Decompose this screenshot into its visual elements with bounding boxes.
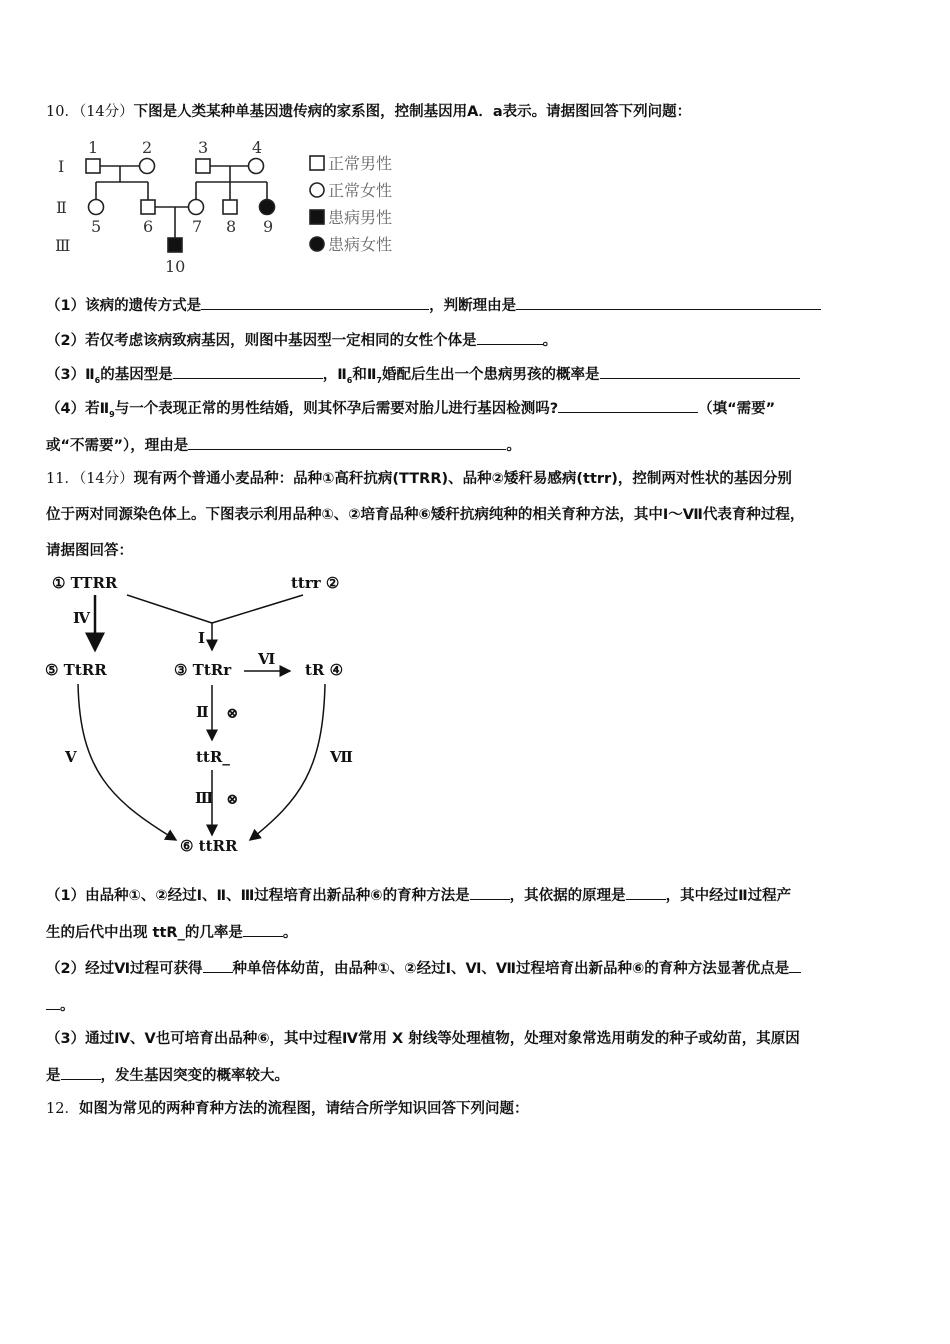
subscript: 6 xyxy=(346,375,353,385)
individual-number: 10 xyxy=(165,257,186,276)
text: （2）经过Ⅵ过程可获得 xyxy=(46,961,203,977)
generation-label: Ⅰ xyxy=(58,157,65,176)
text: 是 xyxy=(46,1068,61,1084)
text: 的基因型是 xyxy=(100,367,173,383)
process-label: Ⅲ xyxy=(195,789,214,807)
answer-blank[interactable] xyxy=(46,995,60,1010)
text: （填“需要” xyxy=(698,401,776,417)
text: （1）该病的遗传方式是 xyxy=(46,298,202,314)
question-text: 请据图回答： xyxy=(46,543,133,559)
question-text: 位于两对同源染色体上。下图表示利用品种①、②培育品种⑥矮秆抗病纯种的相关育种方法，其中Ⅰ～Ⅶ代表育种过程， xyxy=(46,507,805,523)
text: ，其依据的原理是 xyxy=(509,888,626,904)
question-score: （14分） xyxy=(78,104,134,120)
variety-1: ① TTRR xyxy=(52,574,118,592)
text: （2）若仅考虑该病致病基因，则图中基因型一定相同的女性个体是 xyxy=(46,333,477,349)
text: （3）Ⅱ xyxy=(46,367,95,383)
process-label: Ⅱ xyxy=(196,703,209,721)
legend-normal-male: 正常男性 xyxy=(328,154,393,173)
individual-number: 5 xyxy=(91,217,102,236)
variety-5: ⑤ TtRR xyxy=(45,661,107,679)
question-text: 下图是人类某种单基因遗传病的家系图，控制基因用A．a表示。请据图回答下列问题： xyxy=(133,104,692,120)
selfing-symbol: ⊗ xyxy=(226,790,239,808)
subscript: 9 xyxy=(109,409,115,419)
process-label: Ⅰ xyxy=(198,629,206,647)
process-arrow-V xyxy=(78,684,176,840)
text: 婚配后生出一个患病男孩的概率是 xyxy=(382,367,600,383)
text: 。 xyxy=(542,333,558,349)
individual-number: 7 xyxy=(192,217,203,236)
text: 种单倍体幼苗，由品种①、②经过Ⅰ、Ⅵ、Ⅶ过程培育出新品种⑥的育种方法显著优点是 xyxy=(232,961,790,977)
answer-blank[interactable] xyxy=(789,958,801,973)
text: （1）由品种①、②经过Ⅰ、Ⅱ、Ⅲ过程培育出新品种⑥的育种方法是 xyxy=(46,888,470,904)
q11-sub3 xyxy=(46,1029,800,1049)
process-arrow-VII xyxy=(250,684,325,840)
subscript: 7 xyxy=(376,375,382,385)
text: ，发生基因突变的概率较大。 xyxy=(100,1068,289,1084)
variety-3: ③ TtRr xyxy=(174,661,232,679)
legend-affected-female: 患病女性 xyxy=(328,235,393,254)
legend-normal-female: 正常女性 xyxy=(328,181,393,200)
answer-blank[interactable] xyxy=(243,922,283,937)
q11-sub1-cont xyxy=(46,922,297,943)
question-number: 11． xyxy=(46,471,79,487)
text: 。 xyxy=(282,925,298,941)
question-number: 10． xyxy=(46,104,79,120)
variety-6: ⑥ ttRR xyxy=(180,837,238,855)
individual-number: 3 xyxy=(198,138,209,157)
subscript: 6 xyxy=(94,375,101,385)
question-text: 如图为常见的两种育种方法的流程图，请结合所学知识回答下列问题： xyxy=(78,1101,529,1117)
text: ，判断理由是 xyxy=(429,298,517,314)
legend-affected-male: 患病男性 xyxy=(328,208,393,227)
text: 。 xyxy=(60,998,75,1014)
intermediate-genotype: ttR_ xyxy=(196,748,230,766)
text: ，Ⅱ xyxy=(322,367,347,383)
question-score: （14分） xyxy=(78,471,134,487)
q12-stem xyxy=(46,1099,528,1119)
text: （3）通过Ⅳ、Ⅴ也可培育出品种⑥，其中过程Ⅳ常用 X 射线等处理植物，处理对象常选用萌发的种子或幼苗，其原因 xyxy=(46,1031,800,1047)
variety-2: ttrr ② xyxy=(291,574,340,592)
process-label: Ⅵ xyxy=(258,650,276,668)
q11-sub1 xyxy=(46,885,791,906)
answer-blank[interactable] xyxy=(61,1065,101,1080)
text: ，其中经过Ⅱ过程产 xyxy=(665,888,792,904)
process-label: Ⅴ xyxy=(65,748,77,766)
individual-number: 2 xyxy=(142,138,153,157)
text: （4）若Ⅱ xyxy=(46,401,110,417)
individual-number: 9 xyxy=(263,217,274,236)
question-number: 12． xyxy=(46,1101,79,1117)
generation-label: Ⅱ xyxy=(56,198,67,217)
individual-number: 8 xyxy=(226,217,237,236)
q11-sub3-cont xyxy=(46,1065,289,1086)
answer-blank[interactable] xyxy=(626,885,666,900)
answer-blank[interactable] xyxy=(470,885,510,900)
text: 。 xyxy=(506,438,521,454)
text: 或“不需要”），理由是 xyxy=(46,438,189,454)
selfing-symbol: ⊗ xyxy=(226,704,239,722)
individual-number: 4 xyxy=(252,138,263,157)
process-label: Ⅶ xyxy=(330,748,353,766)
process-label: Ⅳ xyxy=(73,609,91,627)
text: 生的后代中出现 ttR_的几率是 xyxy=(46,925,243,941)
text: 和Ⅱ xyxy=(352,367,377,383)
text: 与一个表现正常的男性结婚，则其怀孕后需要对胎儿进行基因检测吗? xyxy=(114,401,559,417)
variety-4: tR ④ xyxy=(305,661,344,679)
question-text: 现有两个普通小麦品种：品种①高秆抗病(TTRR)、品种②矮秆易感病(ttrr)，控制两对性状的基因分别 xyxy=(133,471,792,487)
individual-number: 6 xyxy=(143,217,154,236)
q11-sub2 xyxy=(46,958,801,979)
individual-number: 1 xyxy=(88,138,99,157)
generation-label: Ⅲ xyxy=(55,236,71,255)
answer-blank[interactable] xyxy=(203,958,233,973)
q11-sub2-cont xyxy=(46,995,75,1016)
